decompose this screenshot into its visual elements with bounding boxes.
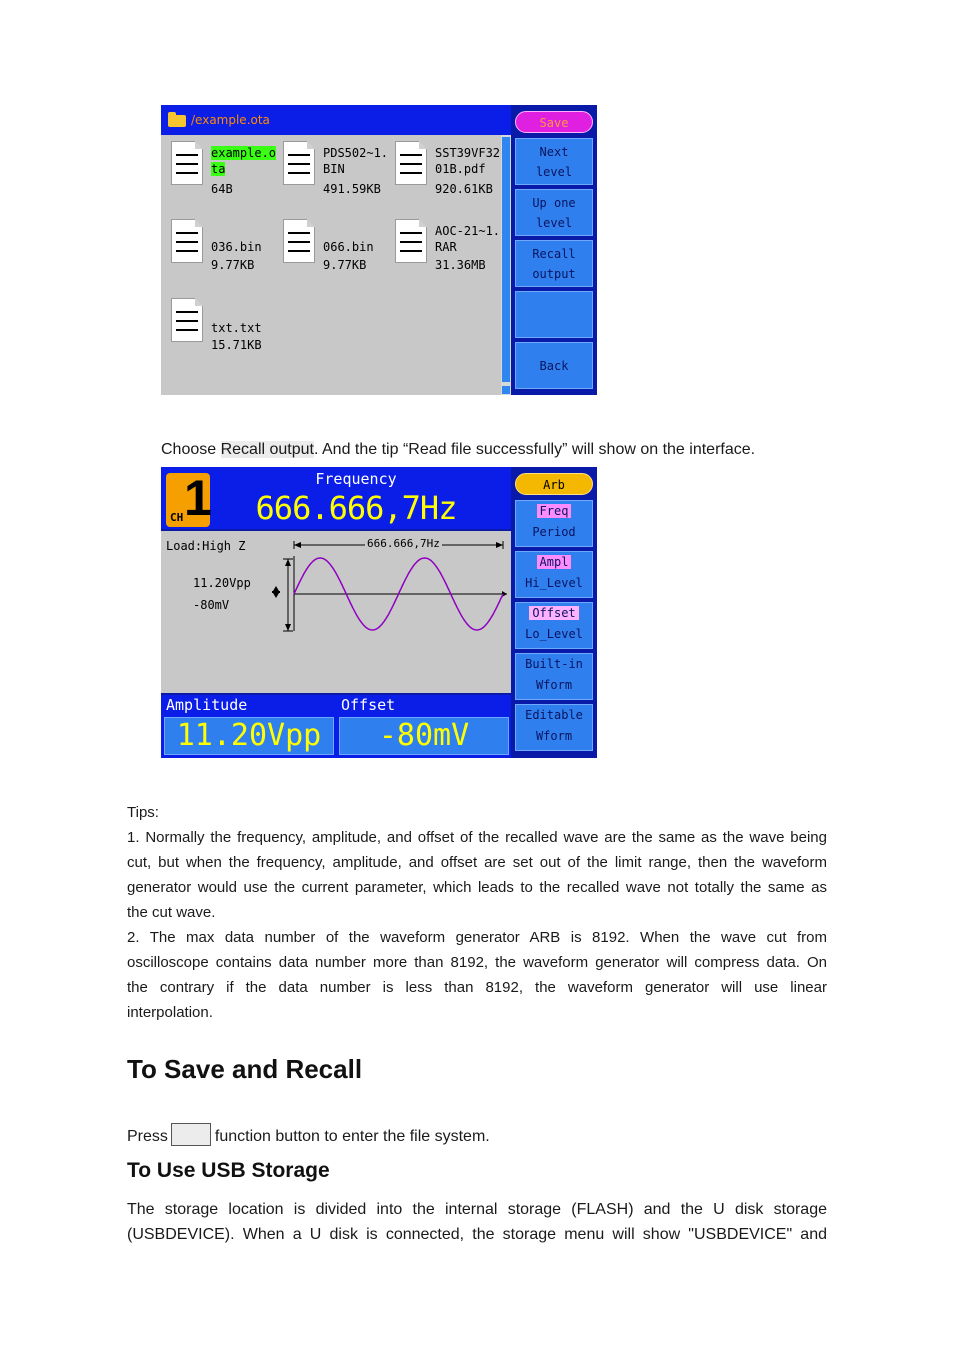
offset-value[interactable]: -80mV [339, 717, 509, 755]
ampl-hilevel-button[interactable] [515, 551, 593, 598]
file-size: 9.77KB [323, 258, 367, 272]
offset-arrow-down-icon [273, 593, 279, 598]
back-button[interactable]: Back [515, 342, 593, 389]
waveform-display [161, 531, 511, 693]
arb-button[interactable]: Arb [515, 473, 593, 495]
period-option: Period [532, 525, 576, 539]
lo-level-option: Lo_Level [525, 627, 583, 641]
editable-wform-button[interactable] [515, 704, 593, 751]
offset-label: Offset [341, 696, 396, 714]
path-text: /example.ota [191, 113, 270, 127]
file-name: txt.txt [211, 321, 262, 335]
freq-option: Freq [537, 504, 572, 518]
file-name-cont: BIN [323, 162, 345, 176]
press-text: Press [127, 1128, 168, 1145]
document-icon [283, 141, 315, 185]
tip1-line: generator would use the current parameter, which leads to the recalled wave not totally the same as [127, 879, 827, 896]
waveform-plot [161, 531, 511, 693]
amplitude-arrow-down-icon [285, 624, 291, 631]
button-label: Built-in [525, 657, 583, 671]
file-name: AOC-21~1. [435, 224, 501, 238]
button-label: level [535, 215, 573, 230]
button-label: Wform [535, 729, 573, 743]
file-name-cont: 01B.pdf [435, 162, 486, 176]
ampl-option: Ampl [537, 555, 572, 569]
save-button[interactable]: Save [515, 111, 593, 133]
file-name: example.o [211, 146, 277, 160]
button-label: level [535, 164, 573, 179]
file-scrollbar[interactable] [501, 135, 511, 395]
file-size: 920.61KB [435, 182, 493, 196]
offset-readout: -80mV [193, 598, 230, 612]
period-arrow-left-icon [294, 542, 301, 548]
period-marker-label: 666.666,7Hz [367, 537, 440, 550]
press-instruction [127, 1123, 490, 1149]
caption-text: . And the tip “Read file successfully” will show on the interface. [313, 441, 756, 458]
offset-arrow-up-icon [273, 586, 279, 591]
load-indicator: Load:High Z [166, 539, 246, 553]
file-size: 31.36MB [435, 258, 486, 272]
next-level-button[interactable] [515, 138, 593, 185]
tip1-line: cut, but when the frequency, amplitude, and offset are set out of the limit range, then the waveform [127, 854, 827, 871]
tip2-line: 2. The max data number of the waveform generator ARB is 8192. When the wave cut from [127, 929, 827, 946]
file-size: 64B [211, 182, 233, 196]
tip2-line: the contrary if the data number is less than 8192, the waveform generator will use linear [127, 979, 827, 996]
document-icon [171, 298, 203, 342]
file-size: 491.59KB [323, 182, 381, 196]
tip1-line: 1. Normally the frequency, amplitude, and offset of the recalled wave are the same as the wave being [127, 829, 827, 846]
document-icon [283, 219, 315, 263]
scroll-down-icon[interactable] [502, 386, 510, 394]
button-label: Up one [532, 195, 576, 210]
channel-number: 1 [184, 470, 212, 526]
document-icon [171, 141, 203, 185]
file-name: 066.bin [323, 240, 374, 254]
freq-period-button[interactable] [515, 500, 593, 547]
press-text: function button to enter the file system. [214, 1128, 490, 1145]
softkey-column-2 [511, 467, 597, 758]
tips-heading: Tips: [127, 804, 159, 821]
tip2-line: interpolation. [127, 1004, 213, 1021]
usb-line: The storage location is divided into the internal storage (FLASH) and the U disk storage [127, 1201, 827, 1218]
channel-badge [166, 470, 212, 527]
softkey-column [511, 105, 597, 395]
button-label: Editable [525, 708, 583, 722]
file-grid [161, 135, 501, 395]
file-name: SST39VF32 [435, 146, 501, 160]
offset-lolevel-button[interactable] [515, 602, 593, 649]
amplitude-value[interactable]: 11.20Vpp [164, 717, 334, 755]
empty-softkey[interactable] [515, 291, 593, 338]
scrollbar-thumb[interactable] [502, 137, 510, 382]
amplitude-label: Amplitude [166, 696, 248, 714]
parameter-bar [161, 695, 511, 758]
document-icon [171, 219, 203, 263]
builtin-wform-button[interactable] [515, 653, 593, 700]
function-button-icon [171, 1123, 211, 1146]
recall-output-button[interactable] [515, 240, 593, 287]
section-heading: To Save and Recall [127, 1054, 363, 1084]
usb-subheading: To Use USB Storage [127, 1159, 330, 1182]
button-label: Next [539, 144, 569, 159]
up-one-level-button[interactable] [515, 189, 593, 236]
hi-level-option: Hi_Level [525, 576, 583, 590]
folder-icon [168, 115, 186, 127]
waveform-screen [161, 467, 597, 758]
file-name-cont: ta [211, 162, 226, 176]
frequency-label: Frequency [315, 470, 397, 488]
button-label: output [532, 266, 576, 281]
channel-tag: CH [170, 511, 184, 524]
period-arrow-right-icon [496, 542, 503, 548]
document-icon [395, 141, 427, 185]
file-name-cont: RAR [435, 240, 457, 254]
button-label: Recall [532, 246, 576, 261]
recall-caption [161, 437, 755, 462]
file-browser-screen [161, 105, 597, 395]
button-label: Wform [535, 678, 573, 692]
tip1-line: the cut wave. [127, 904, 216, 921]
amplitude-readout: 11.20Vpp [193, 576, 251, 590]
path-bar [161, 105, 511, 135]
frequency-header [161, 467, 511, 529]
amplitude-arrow-up-icon [285, 559, 291, 566]
offset-option: Offset [529, 606, 578, 620]
file-name: 036.bin [211, 240, 262, 254]
file-size: 15.71KB [211, 338, 262, 352]
document-icon [395, 219, 427, 263]
file-name: PDS502~1. [323, 146, 389, 160]
tip2-line: oscilloscope contains data number more than 8192, the waveform generator will compress data. On [127, 954, 827, 971]
caption-text: Choose [161, 441, 221, 458]
frequency-value: 666.666,7Hz [255, 489, 457, 527]
file-size: 9.77KB [211, 258, 255, 272]
caption-highlight: Recall output [220, 441, 314, 458]
usb-line: (USBDEVICE). When a U disk is connected, the storage menu will show "USBDEVICE" and [127, 1226, 827, 1243]
